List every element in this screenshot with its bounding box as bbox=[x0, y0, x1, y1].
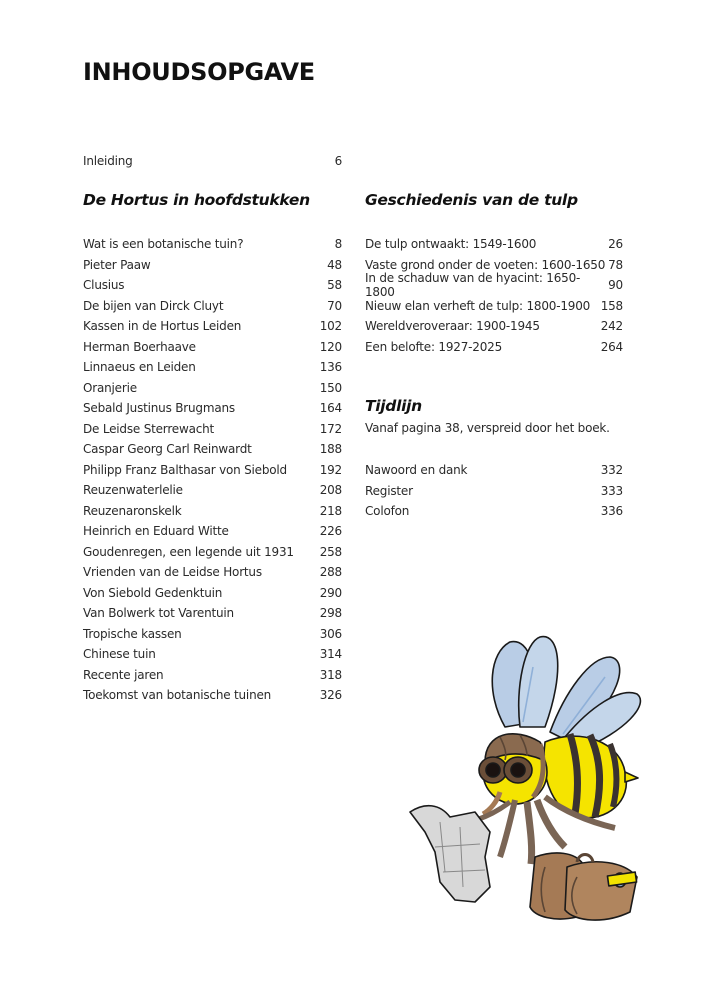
toc-label: In de schaduw van de hyacint: 1650-1800 bbox=[365, 271, 581, 299]
toc-label: De Leidse Sterrewacht bbox=[83, 421, 215, 436]
toc-entry[interactable] bbox=[83, 501, 342, 521]
toc-entry[interactable] bbox=[83, 296, 342, 316]
toc-entry[interactable] bbox=[83, 624, 342, 644]
toc-entry[interactable] bbox=[83, 398, 342, 418]
toc-entry[interactable] bbox=[83, 480, 342, 500]
toc-entry-intro[interactable] bbox=[83, 151, 342, 171]
toc-label: Reuzenaronskelk bbox=[83, 503, 182, 518]
toc-entry[interactable] bbox=[83, 316, 342, 336]
toc-page-number: 48 bbox=[327, 257, 342, 272]
toc-entry[interactable] bbox=[365, 316, 623, 336]
section-heading-tulip: Geschiedenis van de tulp bbox=[365, 191, 578, 209]
toc-label: Vaste grond onder de voeten: 1600-1650 bbox=[365, 257, 606, 272]
toc-page-number: 6 bbox=[334, 154, 342, 168]
toc-page-number: 70 bbox=[327, 298, 342, 313]
toc-page-number: 326 bbox=[319, 688, 342, 702]
toc-entry[interactable] bbox=[365, 481, 623, 501]
toc-label: De bijen van Dirck Cluyt bbox=[83, 298, 224, 313]
toc-page-number: 264 bbox=[600, 339, 623, 354]
toc-label: Linnaeus en Leiden bbox=[83, 360, 196, 374]
toc-entry[interactable] bbox=[365, 460, 623, 480]
toc-page-number: 150 bbox=[319, 380, 342, 395]
toc-entry[interactable] bbox=[83, 234, 342, 254]
toc-label: Reuzenwaterlelie bbox=[83, 483, 183, 497]
toc-label: Tropische kassen bbox=[83, 626, 182, 641]
toc-label: Heinrich en Eduard Witte bbox=[83, 524, 229, 538]
toc-page-number: 258 bbox=[319, 544, 342, 559]
toc-label: Herman Boerhaave bbox=[83, 339, 196, 354]
section-heading-timeline: Tijdlijn bbox=[365, 397, 422, 415]
toc-page-number: 102 bbox=[319, 319, 342, 333]
toc-page-number: 58 bbox=[327, 278, 342, 292]
toc-label: Clusius bbox=[83, 278, 125, 292]
toc-entry[interactable] bbox=[83, 337, 342, 357]
toc-entry[interactable] bbox=[83, 685, 342, 705]
toc-entry[interactable] bbox=[83, 255, 342, 275]
toc-label: Von Siebold Gedenktuin bbox=[83, 585, 223, 600]
toc-label: Wereldveroveraar: 1900-1945 bbox=[365, 319, 540, 333]
toc-entry[interactable] bbox=[83, 275, 342, 295]
toc-label: Oranjerie bbox=[83, 380, 137, 395]
toc-page-number: 158 bbox=[600, 298, 623, 313]
toc-entry[interactable] bbox=[365, 337, 623, 357]
toc-entry[interactable] bbox=[83, 603, 342, 623]
toc-label: De tulp ontwaakt: 1549-1600 bbox=[365, 237, 537, 251]
toc-page-number: 306 bbox=[319, 626, 342, 641]
toc-label: Goudenregen, een legende uit 1931 bbox=[83, 544, 294, 559]
toc-page-number: 336 bbox=[600, 504, 623, 518]
toc-page-number: 242 bbox=[600, 319, 623, 333]
toc-label: Recente jaren bbox=[83, 667, 164, 682]
toc-page-number: 318 bbox=[319, 667, 342, 682]
timeline-note: Vanaf pagina 38, verspreid door het boek. bbox=[365, 421, 610, 435]
toc-label: Toekomst van botanische tuinen bbox=[83, 688, 272, 702]
toc-page-number: 290 bbox=[319, 585, 342, 600]
toc-page-number: 164 bbox=[319, 401, 342, 415]
bee-illustration bbox=[405, 632, 650, 922]
toc-page-number: 188 bbox=[319, 442, 342, 456]
toc-page-number: 208 bbox=[319, 483, 342, 497]
toc-page-number: 136 bbox=[319, 360, 342, 374]
toc-label: Kassen in de Hortus Leiden bbox=[83, 319, 242, 333]
toc-entry[interactable] bbox=[83, 583, 342, 603]
toc-label: Een belofte: 1927-2025 bbox=[365, 339, 503, 354]
toc-page-number: 26 bbox=[608, 237, 623, 251]
toc-label: Nieuw elan verheft de tulp: 1800-1900 bbox=[365, 298, 591, 313]
toc-entry[interactable] bbox=[83, 665, 342, 685]
toc-entry[interactable] bbox=[365, 501, 623, 521]
toc-entry[interactable] bbox=[83, 439, 342, 459]
toc-entry[interactable] bbox=[365, 296, 623, 316]
toc-page-number: 288 bbox=[319, 565, 342, 579]
toc-label: Philipp Franz Balthasar von Siebold bbox=[83, 462, 287, 477]
toc-label: Colofon bbox=[365, 504, 410, 518]
toc-page-number: 192 bbox=[319, 462, 342, 477]
section-heading-hortus: De Hortus in hoofdstukken bbox=[83, 191, 310, 209]
toc-label: Sebald Justinus Brugmans bbox=[83, 401, 235, 415]
toc-entry[interactable] bbox=[83, 562, 342, 582]
bee-aviator-icon bbox=[405, 632, 650, 922]
toc-entry[interactable] bbox=[83, 357, 342, 377]
toc-page-number: 332 bbox=[600, 463, 623, 477]
toc-label: Wat is een botanische tuin? bbox=[83, 237, 244, 251]
toc-label: Van Bolwerk tot Varentuin bbox=[83, 606, 234, 620]
toc-page-number: 120 bbox=[319, 339, 342, 354]
toc-page-number: 8 bbox=[334, 237, 342, 251]
toc-entry[interactable] bbox=[83, 644, 342, 664]
toc-label: Chinese tuin bbox=[83, 647, 156, 661]
toc-entry[interactable] bbox=[83, 419, 342, 439]
toc-page-number: 314 bbox=[319, 647, 342, 661]
page-title: INHOUDSOPGAVE bbox=[83, 58, 315, 86]
toc-label: Inleiding bbox=[83, 154, 133, 168]
toc-label: Register bbox=[365, 483, 413, 498]
toc-label: Vrienden van de Leidse Hortus bbox=[83, 565, 262, 579]
toc-entry[interactable] bbox=[83, 460, 342, 480]
toc-page-number: 90 bbox=[608, 278, 623, 292]
toc-entry[interactable] bbox=[83, 378, 342, 398]
toc-page-number: 78 bbox=[608, 257, 623, 272]
toc-entry[interactable] bbox=[83, 542, 342, 562]
toc-label: Caspar Georg Carl Reinwardt bbox=[83, 442, 252, 456]
toc-label: Pieter Paaw bbox=[83, 257, 151, 272]
toc-page-number: 172 bbox=[319, 421, 342, 436]
toc-page-number: 226 bbox=[319, 524, 342, 538]
toc-entry[interactable] bbox=[365, 234, 623, 254]
toc-entry[interactable] bbox=[83, 521, 342, 541]
toc-page-number: 218 bbox=[319, 503, 342, 518]
toc-page-number: 333 bbox=[600, 483, 623, 498]
toc-entry[interactable] bbox=[365, 271, 623, 299]
toc-page-number: 298 bbox=[319, 606, 342, 620]
toc-label: Nawoord en dank bbox=[365, 463, 468, 477]
